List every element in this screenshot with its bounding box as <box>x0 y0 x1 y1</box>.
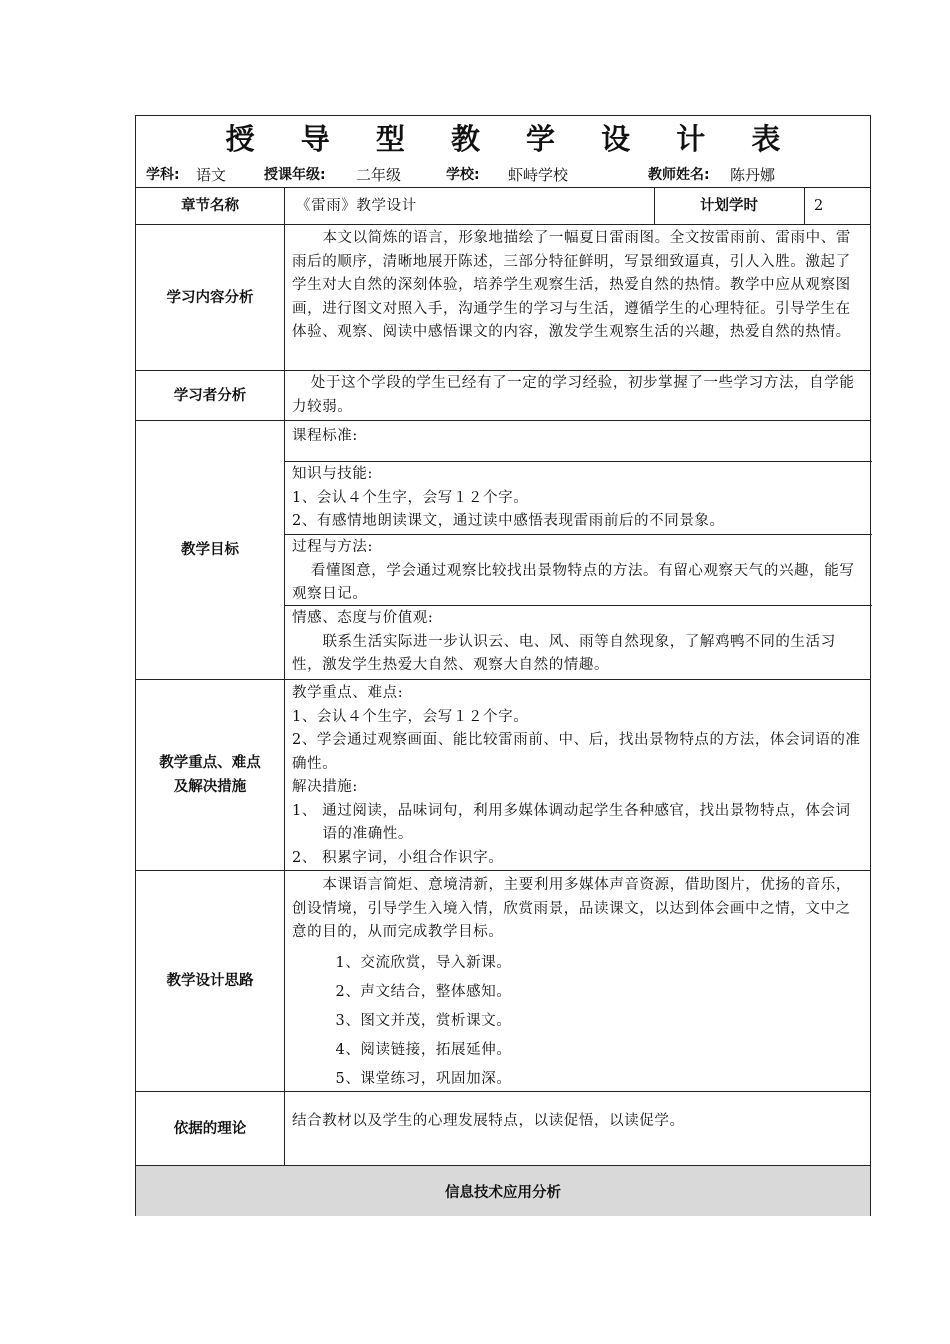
content-analysis-label: 学习内容分析 <box>166 289 254 306</box>
design-step: 5、课堂练习，巩固加深。 <box>335 1070 512 1087</box>
goals-knowledge <box>292 463 862 534</box>
learner-analysis-text <box>292 372 862 419</box>
hours-value: 2 <box>814 198 824 214</box>
teacher-value: 陈丹娜 <box>730 166 776 184</box>
goals-emotion <box>292 607 862 678</box>
knowledge-item: 1、会认４个生字，会写１２个字。 <box>292 489 529 506</box>
keypoint-item: 2、学会通过观察画面、能比较雷雨前、中、后，找出景物特点的方法，体会词语的准确性。 <box>292 732 861 772</box>
emotion-title: 情感、态度与价值观: <box>292 610 434 626</box>
design-step: 3、图文并茂，赏析课文。 <box>335 1012 512 1029</box>
lesson-design-table <box>135 115 871 1216</box>
rule <box>284 534 872 535</box>
grade-value: 二年级 <box>356 166 402 184</box>
subject-label: 学科: <box>146 167 180 183</box>
keypoints-label-line: 及解决措施 <box>173 779 247 795</box>
goals-label: 教学目标 <box>181 542 239 558</box>
it-analysis-header: 信息技术应用分析 <box>136 1166 870 1216</box>
theory-text: 结合教材以及学生的心理发展特点，以读促悟，以读促学。 <box>292 1113 685 1130</box>
measure-item: 2、 积累字词，小组合作识字。 <box>292 849 504 866</box>
meta-row <box>136 163 870 187</box>
knowledge-title: 知识与技能: <box>292 466 373 482</box>
keypoints-label-line: 教学重点、难点 <box>159 755 261 771</box>
learner-analysis-paragraph: 处于这个学段的学生已经有了一定的学习经验，初步掌握了一些学习方法，自学能力较弱。 <box>292 375 855 415</box>
chapter-value: 《雷雨》教学设计 <box>296 198 417 214</box>
school-value: 虾峙学校 <box>508 166 569 184</box>
document-title: 授 导 型 教 学 设 计 表 <box>225 122 799 156</box>
keypoints-content <box>292 682 862 870</box>
design-content <box>292 874 862 1094</box>
keypoints-title: 教学重点、难点: <box>292 685 404 701</box>
content-analysis-paragraph: 本文以简炼的语言，形象地描绘了一幅夏日雷雨图。全文按雷雨前、雷雨中、雷雨后的顺序，清晰地展开陈述，三部分特征鲜明，写景细致逼真，引人入胜。激起了学生对大自然的深刻体验，培养学生观察生活，热爱自然的热情。教学中应从观察图画，进行图文对照入手，沟通学生的学习与生活，遵循学生的心理特征。引导学生在体验、观察、阅读中感悟课文的内容，激发学生观察生活的兴趣，热爱自然的热情。 <box>292 230 851 340</box>
process-title: 过程与方法: <box>292 539 373 555</box>
design-intro: 本课语言简炬、意境清新，主要利用多媒体声音资源，借助图片，优扬的音乐，创设情境，引导学生入境入情，欣赏雨景，品读课文，以达到体会画中之情，文中之意的目的，从而完成教学目标。 <box>292 877 851 940</box>
goals-process <box>292 536 862 607</box>
measures-title: 解决措施: <box>292 779 358 795</box>
subject-value: 语文 <box>196 166 227 184</box>
school-label: 学校: <box>446 167 480 183</box>
design-step: 2、声文结合，整体感知。 <box>335 983 512 1000</box>
emotion-text: 联系生活实际进一步认识云、电、风、雨等自然现象，了解鸡鸭不同的生活习性，激发学生热爱大自然、观察大自然的情趣。 <box>292 633 836 673</box>
keypoint-item: 1、会认４个生字，会写１２个字。 <box>292 708 529 725</box>
design-step: 4、阅读链接，拓展延伸。 <box>335 1041 512 1058</box>
goals-standard: 课程标准: <box>292 428 358 444</box>
column-divider <box>804 187 805 224</box>
column-divider <box>284 187 285 1165</box>
teacher-label: 教师姓名: <box>648 167 710 183</box>
content-analysis-text <box>292 227 862 345</box>
process-text: 看懂图意，学会通过观察比较找出景物特点的方法。有留心观察天气的兴趣，能写观察日记。 <box>292 562 855 602</box>
design-label: 教学设计思路 <box>166 973 254 989</box>
theory-label: 依据的理论 <box>173 1120 247 1137</box>
learner-analysis-label: 学习者分析 <box>173 387 247 404</box>
keypoints-label <box>136 680 284 870</box>
knowledge-item: 2、有感情地朗读课文，通过读中感悟表现雷雨前后的不同景象。 <box>292 513 725 529</box>
rule <box>284 461 872 462</box>
measure-item: 1、 通过阅读，品味词句，利用多媒体调动起学生各种感官，找出景物特点，体会词语的准确性。 <box>292 802 851 842</box>
hours-label: 计划学时 <box>700 198 758 214</box>
chapter-label: 章节名称 <box>181 198 239 214</box>
design-step: 1、交流欣赏，导入新课。 <box>335 954 512 971</box>
design-steps <box>292 949 862 1094</box>
grade-label: 授课年级: <box>264 167 326 183</box>
